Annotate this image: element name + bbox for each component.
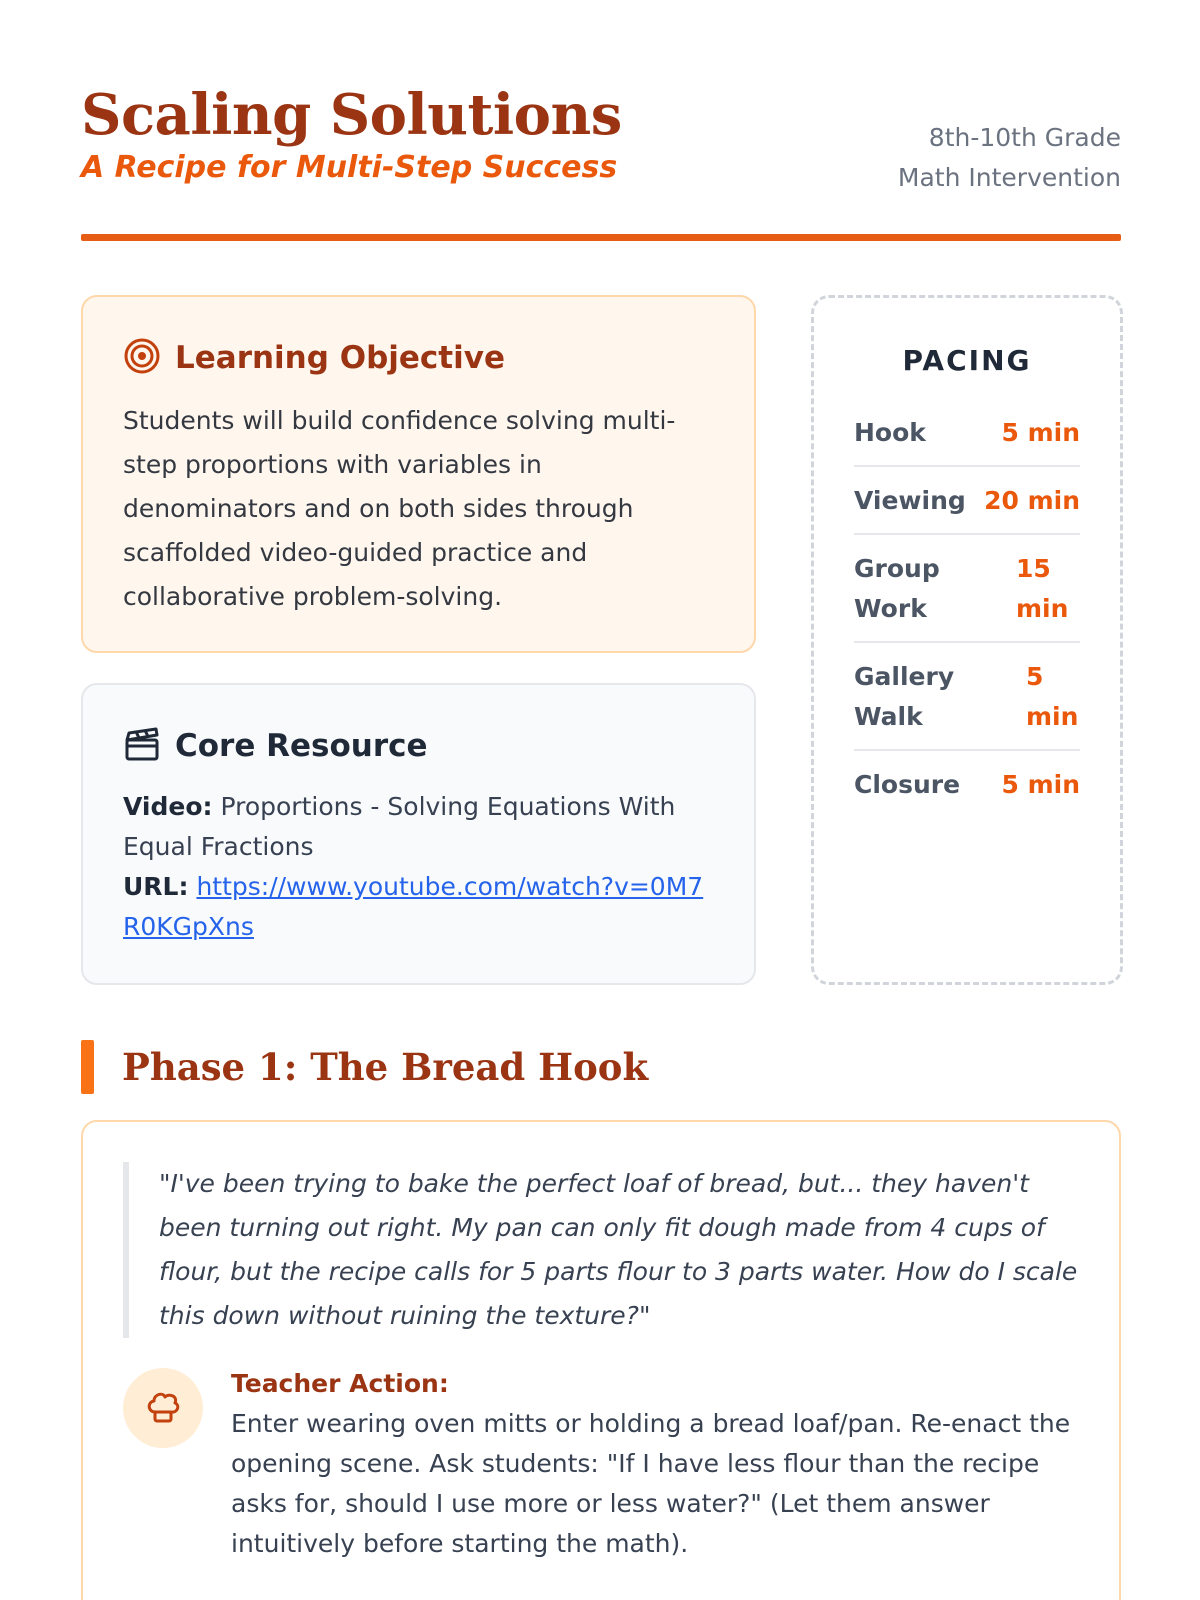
- teacher-action-label: Teacher Action:: [231, 1369, 449, 1398]
- grade-level: 8th-10th Grade: [928, 123, 1121, 152]
- objective-text: Students will build confidence solving multi-step proportions with variables in denominators and on both sides through scaffolded video-guided practice and collaborative problem-solving.: [123, 406, 676, 611]
- pacing-activity: Hook: [854, 418, 926, 447]
- teacher-action-text: Enter wearing oven mitts or holding a bread loaf/pan. Re-enact the opening scene. Ask students: "If I have less flour than the recipe asks for, should I use more or less water?" (Let them answer intuitively before starting the math).: [231, 1409, 1071, 1558]
- page-header: [81, 82, 1121, 242]
- learning-objective-card: [81, 295, 756, 653]
- objective-title: Learning Objective: [175, 340, 505, 376]
- hook-quote: "I've been trying to bake the perfect loaf of bread, but... they haven't been turning out right. My pan can only fit dough made from 4 cups of flour, but the recipe calls for 5 parts flour to 3 parts water. How do I scale this down without ruining the texture?": [123, 1162, 1079, 1338]
- video-title: Proportions - Solving Equations With Equal Fractions: [123, 792, 676, 861]
- header-divider: [81, 234, 1121, 241]
- video-url-link[interactable]: https://www.youtube.com/watch?v=0M7R0KGpXns: [123, 872, 704, 941]
- url-label: URL:: [123, 872, 189, 901]
- grade-info: [898, 118, 1121, 198]
- pacing-row: [854, 399, 1080, 467]
- pacing-duration: 5 min: [1001, 418, 1080, 447]
- video-line: [123, 787, 714, 867]
- pacing-duration: 15 min: [1016, 554, 1069, 623]
- clapperboard-icon: [123, 725, 161, 767]
- pacing-duration: 5 min: [1026, 662, 1079, 731]
- teacher-action: [123, 1364, 1079, 1564]
- pacing-duration: 5 min: [1001, 770, 1080, 799]
- phase-card: [81, 1120, 1121, 1600]
- program-name: Math Intervention: [897, 163, 1121, 192]
- phase-title: Phase 1: The Bread Hook: [122, 1045, 649, 1089]
- url-line: [123, 867, 714, 947]
- pacing-activity: Group Work: [854, 554, 940, 623]
- chef-hat-icon: [123, 1368, 203, 1448]
- pacing-row: [854, 751, 1080, 817]
- pacing-panel: [811, 295, 1123, 985]
- pacing-duration: 20 min: [984, 486, 1080, 515]
- pacing-activity: Closure: [854, 770, 961, 799]
- resource-title: Core Resource: [175, 728, 428, 764]
- video-label: Video:: [123, 792, 213, 821]
- core-resource-card: [81, 683, 756, 985]
- pacing-row: [854, 535, 1080, 643]
- pacing-row: [854, 467, 1080, 535]
- pacing-activity: Gallery Walk: [854, 662, 955, 731]
- phase-accent-bar: [81, 1040, 94, 1094]
- pacing-activity: Viewing: [854, 486, 966, 515]
- pacing-row: [854, 643, 1080, 751]
- phase-heading: [81, 1040, 648, 1094]
- pacing-title: PACING: [902, 344, 1032, 377]
- page-title: Scaling Solutions: [81, 82, 622, 148]
- page-subtitle: A Recipe for Multi-Step Success: [81, 150, 618, 185]
- target-icon: [123, 337, 161, 379]
